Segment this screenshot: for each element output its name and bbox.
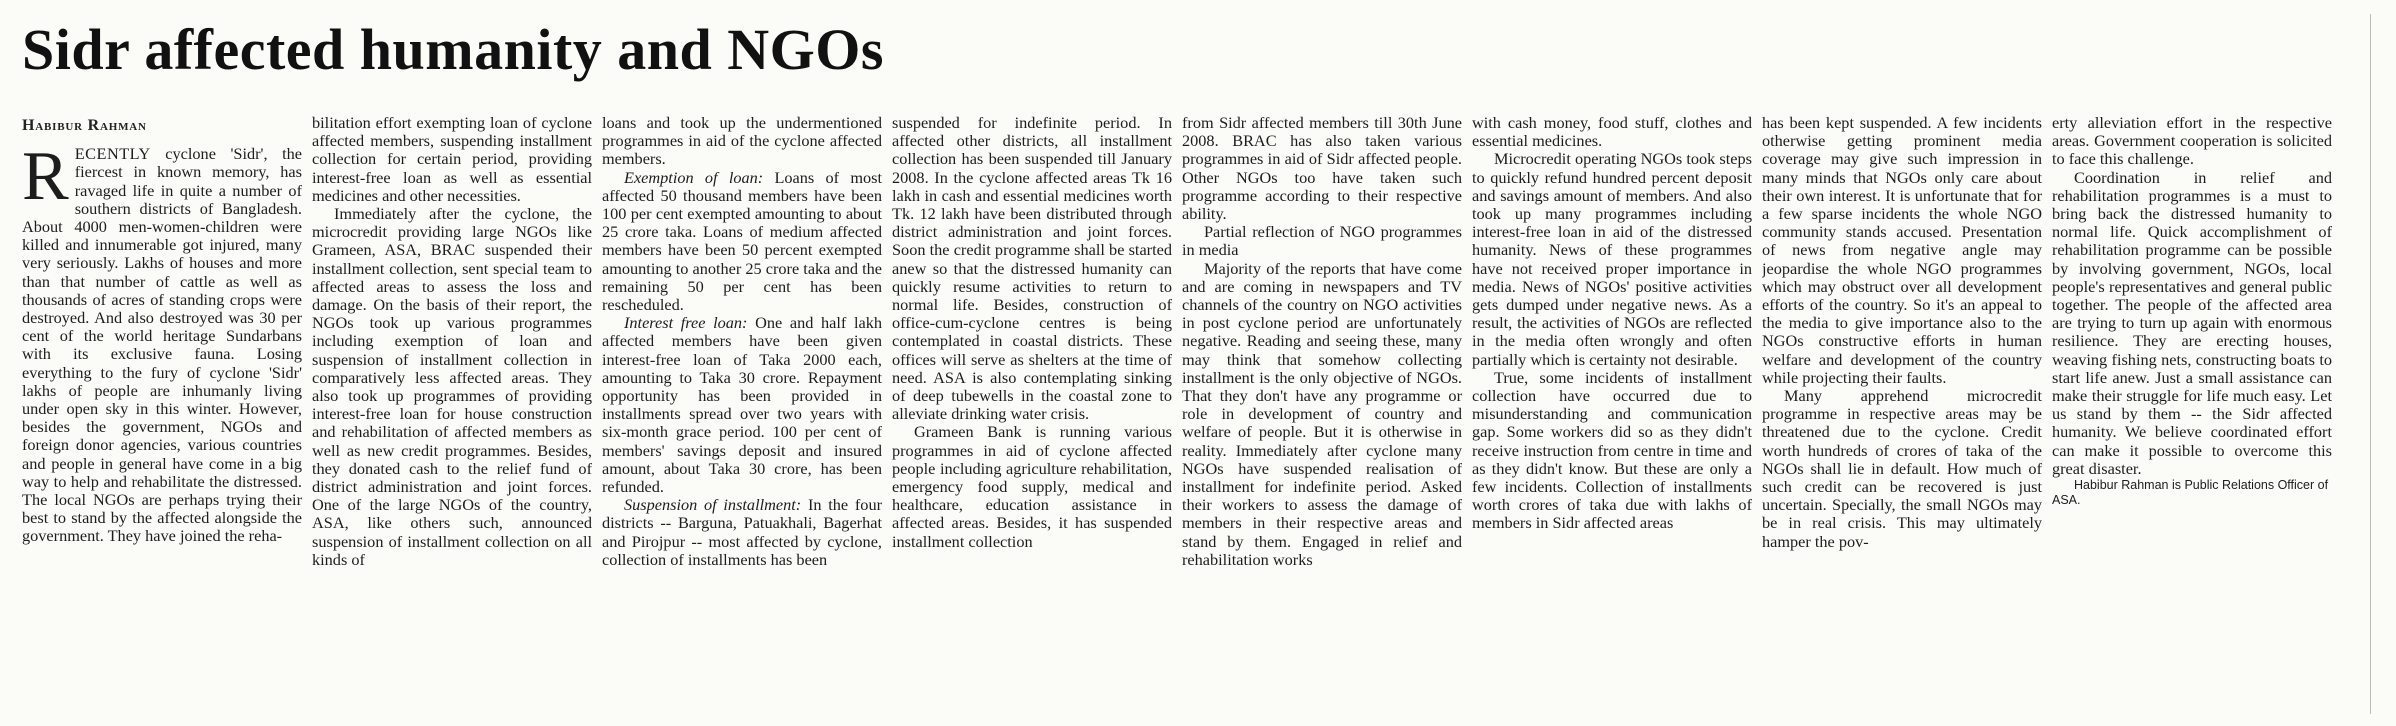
column-2: [312, 114, 592, 719]
lead-paragraph: [22, 138, 302, 546]
column-3: [602, 114, 882, 719]
paragraph: erty alleviation effort in the respective areas. Government cooperation is solicited to face this challenge.: [2052, 114, 2332, 169]
column-8: [2052, 114, 2332, 719]
paragraph: Majority of the reports that have come and are coming in newspapers and TV channels of the country on NGO activities in post cyclone period are unfortunately negative. Reading and seeing these, many may think that somehow collecting installment is the only objective of NGOs. That they don't have any programme or role in development of country and welfare of people. But it is otherwise in reality. Immediately after cyclone many NGOs have suspended realisation of installment for indefinite period. Asked their workers to assess the damage of members in their respective areas and stand by them. Engaged in relief and rehabilitation works: [1182, 258, 1462, 569]
paragraph: [602, 496, 882, 569]
headline: Sidr affected humanity and NGOs: [22, 17, 884, 82]
paragraph-text: One and half lakh affected members have been given interest-free loan of Taka 2000 each, amounting to Taka 30 crore. Repayment opportunity has been provided in installments spread over two years with six-month grace period. 100 per cent of members' savings deposit and insured amount, about Taka 30 crore, has been refunded.: [602, 313, 882, 497]
subhead: Suspension of installment:: [624, 495, 802, 515]
paragraph: Grameen Bank is running various programmes in aid of cyclone affected people including agriculture rehabilitation, emergency food supply, medical and healthcare, education assistance in affected areas. Besides, it has suspended installment collection: [892, 422, 1172, 551]
subhead: Exemption of loan:: [624, 167, 764, 187]
article-body: [22, 114, 2372, 719]
column-5: [1182, 114, 1462, 719]
paragraph: bilitation effort exempting loan of cyclone affected members, suspending installment collection for certain period, providing interest-free loan as well as essential medicines and other necessities.: [312, 114, 592, 205]
paragraph: suspended for indefinite period. In affected other districts, all installment collection has been suspended till January 2008. In the cyclone affected areas Tk 16 lakh in cash and essential medicines worth Tk. 12 lakh have been distributed through district administration and joint forces. Soon the credit programme shall be started anew so that the distressed humanity can quickly resume activities to return to normal life. Besides, construction of office-cum-cyclone centres is being contemplated in coastal districts. These offices will serve as shelters at the time of need. ASA is also contemplating sinking of deep tubewells in the coastal zone to alleviate drinking water crisis.: [892, 114, 1172, 424]
drop-cap: R: [22, 138, 69, 216]
paragraph: Immediately after the cyclone, the microcredit providing large NGOs like Grameen, ASA, BRAC suspended their installment collection, sent special team to affected areas to assess the loss and damage. On the basis of their report, the NGOs took up various programmes including exemption of loan and suspension of installment collection in comparatively less affected areas. They also took up programmes of providing interest-free loan for house construction and rehabilitation of affected members as well as new credit programmes. Besides, they donated cash to the relief fund of district administration and joint forces. One of the large NGOs of the country, ASA, like others such, announced suspension of installment collection on all kinds of: [312, 204, 592, 569]
paragraph-text: Loans of most affected 50 thousand members have been 100 per cent exempted amounting to about 25 crore taka. Loans of medium affected members have been 50 percent exempted amounting to another 25 crore taka and the remaining 50 per cent has been rescheduled.: [602, 167, 882, 315]
lead-caps: ECENTLY: [74, 144, 151, 164]
column-6: [1472, 114, 1752, 719]
paragraph: True, some incidents of installment collection have occurred due to misunderstanding and communication gap. Some workers did so as they didn't receive instruction from centre in time and as they didn't know. But these are only a few incidents. Collection of installments worth crores of taka due with lakhs of members in Sidr affected areas: [1472, 367, 1752, 533]
paragraph-text: cyclone 'Sidr', the fiercest in known memory, has ravaged life in quite a number of southern districts of Bangladesh. About 4000 men-women-children were killed and innumerable got injured, many very seriously. Lakhs of houses and more than that number of cattle as well as thousands of acres of standing crops were destroyed. And also destroyed was 30 per cent of the world heritage Sundarbans with its exclusive fauna. Losing everything to the fury of cyclone 'Sidr' lakhs of people are inhumanly living under open sky in this winter. However, besides the government, NGOs and foreign donor agencies, various countries and people in general have come in a big way to help and rehabilitate the distressed. The local NGOs are perhaps trying their best to stand by the affected alongside the government. They have joined the reha-: [22, 144, 302, 546]
paragraph: loans and took up the undermentioned programmes in aid of the cyclone affected members.: [602, 114, 882, 169]
paragraph: Microcredit operating NGOs took steps to quickly refund hundred percent deposit and savings amount of members. And also took up many programmes including interest-free loan in aid of the distressed humanity. News of these programmes have not received proper importance in media. News of NGOs' positive activities gets dumped under negative news. As a result, the activities of NGOs are reflected in the media often wrongly and often partially which is certainty not desirable.: [1472, 149, 1752, 369]
author-credit: Habibur Rahman is Public Relations Officer of ASA.: [2052, 478, 2329, 508]
paragraph: has been kept suspended. A few incidents otherwise getting prominent media coverage may give such impression in many minds that NGOs only care about their own interest. It is unfortunate that for a few sparse incidents the whole NGO community stands accused. Presentation of news from negative angle may jeopardise the whole NGO programmes which may obstruct over all development efforts of the country. So it's an appeal to the media to give importance also to the NGOs constructive efforts in human welfare and development of the country while projecting their faults.: [1762, 114, 2042, 387]
subhead: Interest free loan:: [624, 313, 748, 333]
paragraph: with cash money, food stuff, clothes and essential medicines.: [1472, 114, 1752, 151]
paragraph: [602, 314, 882, 496]
column-7: [1762, 114, 2042, 719]
column-4: [892, 114, 1172, 719]
paragraph: Coordination in relief and rehabilitation programmes is a must to bring back the distressed humanity to normal life. Quick accomplishment of rehabilitation programme can be possible by involving government, NGOs, local people's representatives and general public together. The people of the affected area are trying to turn up again with enormous resilience. They are erecting houses, weaving fishing nets, constructing boats to start life anew. Just a small assistance can make their struggle for life much easy. Let us stand by them -- the Sidr affected humanity. We believe coordinated effort can make it possible to overcome this great disaster.: [2052, 167, 2332, 478]
paragraph: from Sidr affected members till 30th June 2008. BRAC has also taken various programmes in aid of Sidr affected people. Other NGOs too have taken such programme according to their respective ability.: [1182, 114, 1462, 224]
column-1: [22, 114, 302, 719]
paragraph: Many apprehend microcredit programme in respective areas may be threatened due to the cyclone. Credit worth hundreds of crores of taka of the NGOs shall lie in default. How much of such credit can be recovered is just uncertain. Specially, the small NGOs may be in real crisis. This may ultimately hamper the pov-: [1762, 386, 2042, 551]
section-subhead: Partial reflection of NGO programmes in media: [1182, 222, 1462, 260]
right-edge-rule: [2370, 14, 2371, 714]
paragraph-text: In the four districts -- Barguna, Patuakhali, Bagerhat and Pirojpur -- most affected by cyclone, collection of installments has been: [602, 495, 882, 569]
paragraph: [602, 169, 882, 315]
byline: Habibur Rahman: [22, 117, 147, 134]
